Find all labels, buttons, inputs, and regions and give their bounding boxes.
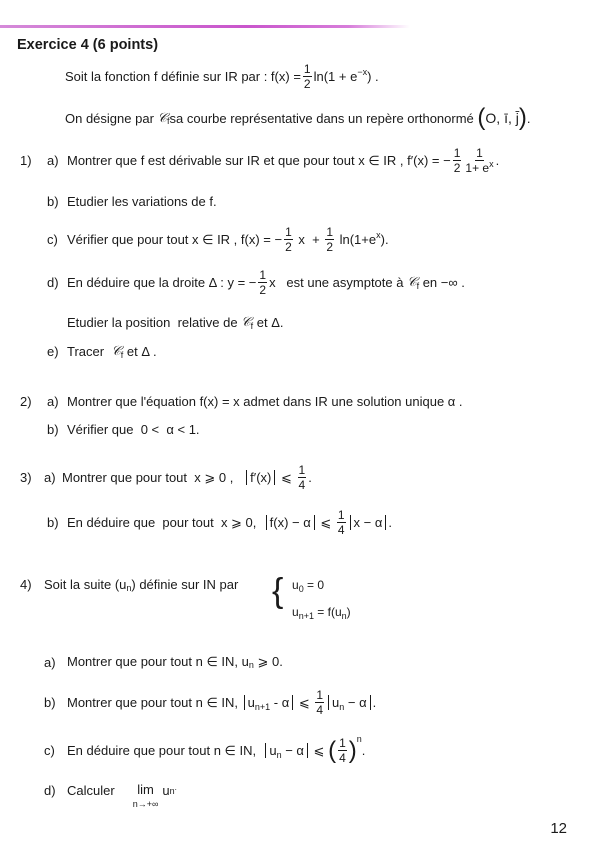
item-text: Soit la suite (u — [44, 577, 127, 592]
item-text: Tracer — [67, 344, 112, 359]
item-text: Montrer que l'équation f(x) = x admet dans IR une solution unique α . — [67, 394, 463, 409]
close-paren: ) — [346, 605, 351, 619]
page-number: 12 — [550, 820, 567, 837]
subscript: n — [341, 611, 347, 621]
item-text: Montrer que pour tout n ∈ IN, u — [67, 654, 249, 669]
denominator: 4 — [298, 478, 306, 492]
lim-subscript: n→+∞ — [132, 799, 159, 809]
subscript: n — [276, 750, 282, 760]
numerator: 1 — [337, 508, 345, 522]
curve-subscript: f — [120, 349, 124, 360]
fraction — [465, 147, 493, 174]
numerator: 1 — [316, 688, 324, 702]
item-text-end: en −∞ . — [419, 275, 465, 290]
q1-e — [47, 344, 157, 359]
period: . — [526, 110, 531, 126]
curve-subscript: f — [416, 280, 420, 291]
denominator — [465, 161, 493, 174]
subscript: n+1 — [298, 611, 314, 621]
expression-end: ) . — [367, 69, 379, 84]
intro-line-1 — [65, 63, 379, 90]
system-line-2 — [292, 605, 351, 619]
exponent: n — [356, 733, 362, 744]
expression-end: ). — [380, 232, 389, 247]
absolute-value: f(x) − α — [266, 515, 315, 530]
lim-operator: lim — [137, 782, 154, 797]
item-text-after: ) définie sur IN par — [131, 577, 239, 592]
term-rest: − α — [281, 743, 304, 758]
period: . — [388, 515, 393, 530]
item-label: b) — [47, 422, 59, 437]
period: . — [495, 153, 500, 168]
q1-a — [20, 147, 499, 174]
item-text: Montrer que pour tout x ⩾ 0 , — [62, 469, 245, 485]
period: . — [308, 470, 312, 485]
q1-b — [47, 194, 217, 209]
q2-b — [47, 422, 200, 437]
intro-text-after: sa courbe représentative dans un repère orthonormé — [169, 110, 474, 126]
item-text: Montrer que f est dérivable sur IR et que pour tout x ∈ IR , f′(x) = − — [67, 152, 451, 168]
absolute-value: x − α — [350, 515, 387, 530]
item-label: b) — [44, 695, 56, 710]
item-label: d) — [44, 783, 56, 798]
subscript: n — [169, 786, 175, 796]
log-expression: ln(1 + e — [313, 69, 358, 84]
numerator: 1 — [285, 225, 292, 239]
item-text: Montrer que pour tout n ∈ IN, — [67, 694, 242, 710]
item-text: Calculer — [67, 783, 115, 798]
item-label: d) — [47, 275, 59, 290]
absolute-value — [265, 743, 308, 758]
curve-symbol: 𝒞 — [157, 110, 168, 126]
intro-text: Soit la fonction f définie sur IR par : f(x) = — [65, 69, 301, 84]
term: u — [269, 743, 277, 758]
item-label: c) — [44, 743, 55, 758]
denominator: 4 — [339, 751, 346, 765]
denominator: 2 — [453, 161, 461, 175]
period: . — [372, 695, 377, 710]
question-number: 4) — [20, 577, 32, 592]
fraction — [298, 464, 307, 491]
system-line-1 — [292, 578, 324, 592]
item-text: En déduire que pour tout x ⩾ 0, — [67, 514, 264, 530]
question-number: 3) — [20, 470, 32, 485]
curve-subscript: f — [250, 320, 254, 331]
right-paren: ) — [518, 104, 527, 131]
q4-c — [44, 733, 366, 765]
exercise-title — [17, 37, 158, 53]
q4-a — [44, 654, 283, 670]
numerator: 1 — [303, 62, 311, 76]
item-text: Vérifier que pour tout x ∈ IR , f(x) = − — [67, 231, 283, 247]
exponent: x — [489, 159, 494, 169]
limit — [133, 783, 159, 809]
exercise-title-text: Exercice 4 (6 points) — [17, 37, 159, 53]
fraction — [325, 226, 334, 253]
equation-rhs: = f(u — [313, 605, 342, 619]
period: . — [361, 743, 366, 758]
denominator-text: 1+ e — [465, 161, 490, 175]
denominator: 2 — [259, 283, 267, 297]
numerator: 1 — [259, 268, 267, 282]
intro-line-2 — [65, 106, 530, 130]
curve-symbol: 𝒞 — [407, 275, 417, 290]
item-label: c) — [47, 232, 58, 247]
period: . — [174, 783, 177, 792]
intro-text: On désigne par — [65, 110, 154, 126]
exponent: −x — [357, 66, 368, 77]
curve-symbol: 𝒞 — [241, 315, 251, 330]
item-text: Vérifier que 0 < α < 1. — [67, 422, 200, 437]
relation: ⩽ — [316, 514, 335, 530]
subscript: 0 — [298, 584, 304, 594]
term: u — [292, 578, 299, 592]
equation-rhs: = 0 — [303, 578, 325, 592]
fraction — [453, 147, 462, 174]
relation: ⩽ — [277, 469, 296, 485]
frame-vectors: O, ī, j̄ — [485, 110, 519, 126]
fraction — [258, 269, 267, 296]
absolute-value — [244, 695, 294, 710]
numerator: 1 — [298, 463, 306, 477]
numerator: 1 — [453, 146, 461, 160]
denominator: 2 — [303, 77, 311, 91]
item-text-end: et Δ . — [123, 344, 157, 359]
left-paren: ( — [328, 736, 337, 764]
item-label: a) — [44, 654, 56, 670]
item-text-mid: x + — [294, 232, 324, 247]
item-text-end: et Δ. — [253, 315, 284, 330]
item-text-end: ⩾ 0. — [253, 654, 283, 669]
subscript: n+1 — [254, 702, 271, 712]
item-label: a) — [47, 153, 59, 168]
q3-b — [47, 509, 392, 536]
absolute-value — [328, 695, 371, 710]
subscript: n — [248, 660, 254, 670]
item-text: Etudier les variations de f. — [67, 194, 217, 209]
q1-d — [47, 269, 465, 296]
term: u — [162, 783, 170, 798]
item-text-after: ln(1+e — [336, 232, 377, 247]
curve-subscript: f — [167, 116, 170, 126]
exponent: x — [376, 229, 381, 240]
curve-symbol: 𝒞 — [111, 344, 121, 359]
fraction — [284, 226, 293, 253]
question-number: 2) — [20, 394, 32, 409]
relation: ⩽ — [295, 694, 314, 710]
term: u — [332, 695, 340, 710]
absolute-value: f′(x) — [246, 470, 275, 485]
fraction — [338, 737, 347, 764]
item-label: b) — [47, 194, 59, 209]
term: u — [247, 695, 255, 710]
numerator: 1 — [339, 736, 346, 750]
q4-b — [44, 689, 376, 716]
item-text: En déduire que pour tout n ∈ IN, — [67, 742, 264, 758]
item-text: Etudier la position relative de — [67, 315, 242, 330]
right-paren: ) — [348, 736, 357, 764]
q4-d — [44, 783, 177, 809]
denominator: 2 — [285, 240, 292, 254]
q1-c — [47, 226, 389, 253]
subscript: n — [339, 702, 345, 712]
subscript: n — [126, 582, 132, 593]
numerator: 1 — [476, 146, 483, 160]
fraction — [303, 63, 312, 90]
term: u — [292, 605, 299, 619]
numerator: 1 — [326, 225, 333, 239]
denominator: 4 — [337, 523, 345, 537]
fraction — [337, 509, 346, 536]
q2-a — [20, 394, 463, 409]
denominator: 2 — [326, 240, 333, 254]
item-text: En déduire que la droite Δ : y = − — [67, 275, 257, 290]
q1-d-position — [67, 315, 284, 330]
item-label: a) — [47, 394, 59, 409]
item-label: a) — [44, 470, 56, 485]
left-paren: ( — [477, 104, 486, 131]
term-rest: - α — [270, 695, 290, 710]
question-number: 1) — [20, 153, 32, 168]
q3-a — [20, 464, 312, 491]
item-text-after: x est une asymptote à — [269, 275, 408, 290]
item-label: e) — [47, 344, 59, 359]
fraction — [315, 689, 324, 716]
header-rule — [0, 25, 410, 28]
denominator: 4 — [316, 703, 324, 717]
q4-intro — [20, 577, 238, 592]
item-label: b) — [47, 515, 59, 530]
relation: ⩽ — [309, 742, 329, 758]
left-brace: { — [272, 572, 284, 610]
term-rest: − α — [344, 695, 367, 710]
